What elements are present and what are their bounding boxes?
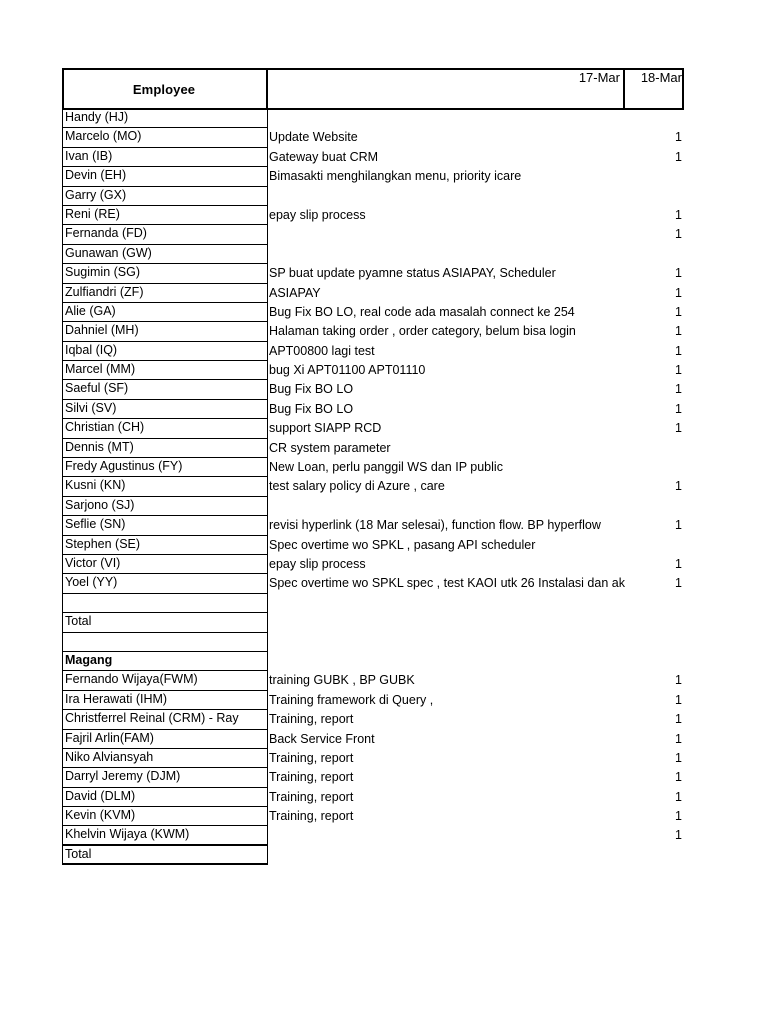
employee-name-cell[interactable]: Fredy Agustinus (FY) (62, 458, 268, 477)
task-description-cell[interactable]: epay slip process (269, 556, 366, 571)
task-description-cell[interactable]: Training, report (269, 750, 354, 765)
employee-name-cell[interactable]: Darryl Jeremy (DJM) (62, 768, 268, 787)
date-value-cell[interactable]: 1 (675, 556, 682, 571)
date-value-cell[interactable]: 1 (675, 130, 682, 145)
date-value-cell[interactable]: 1 (675, 673, 682, 688)
task-description-cell[interactable]: support SIAPP RCD (269, 421, 382, 436)
date-value-cell[interactable]: 1 (675, 750, 682, 765)
header-column-divider (623, 68, 625, 110)
task-description-cell[interactable]: test salary policy di Azure , care (269, 479, 445, 494)
employee-name-cell[interactable]: Fernando Wijaya(FWM) (62, 671, 268, 690)
task-description-cell[interactable]: New Loan, perlu panggil WS dan IP public (269, 460, 503, 475)
employee-name-cell[interactable]: Christian (CH) (62, 419, 268, 438)
date-value-cell[interactable] (640, 245, 682, 264)
task-description-cell[interactable] (269, 594, 629, 613)
table-row (0, 826, 768, 845)
employee-name-cell[interactable]: Fajril Arlin(FAM) (62, 730, 268, 749)
employee-name-cell[interactable]: Garry (GX) (62, 187, 268, 206)
table-row (0, 497, 768, 516)
table-row (0, 245, 768, 264)
date-header-18-mar: 18-Mar (640, 70, 682, 85)
table-row (0, 439, 768, 458)
task-description-cell[interactable] (269, 497, 629, 516)
employee-name-cell[interactable]: Kusni (KN) (62, 477, 268, 496)
employee-table-body (0, 109, 768, 865)
date-value-cell[interactable] (640, 594, 682, 613)
date-value-cell[interactable]: 1 (675, 518, 682, 533)
task-description-cell[interactable]: Bug Fix BO LO (269, 401, 354, 416)
table-row (0, 167, 768, 186)
date-value-cell[interactable]: 1 (675, 828, 682, 843)
date-value-cell[interactable]: 1 (675, 207, 682, 222)
task-description-cell[interactable]: Gateway buat CRM (269, 149, 379, 164)
date-value-cell[interactable] (640, 536, 682, 555)
task-description-cell[interactable]: Training, report (269, 789, 354, 804)
task-description-cell[interactable]: epay slip process (269, 207, 366, 222)
employee-name-cell[interactable]: Alie (GA) (62, 303, 268, 322)
date-value-cell[interactable] (640, 187, 682, 206)
table-row (0, 477, 768, 496)
employee-name-cell[interactable]: Christferrel Reinal (CRM) - Ray (62, 710, 268, 729)
employee-name-cell[interactable]: Gunawan (GW) (62, 245, 268, 264)
employee-name-cell[interactable]: David (DLM) (62, 788, 268, 807)
table-row (0, 633, 768, 652)
table-row (0, 148, 768, 167)
task-description-cell[interactable]: APT00800 lagi test (269, 343, 375, 358)
table-row (0, 574, 768, 593)
date-value-cell[interactable]: 1 (675, 809, 682, 824)
employee-name-cell[interactable]: Iqbal (IQ) (62, 342, 268, 361)
date-value-cell[interactable]: 1 (675, 479, 682, 494)
task-description-cell[interactable]: Update Website (269, 130, 358, 145)
task-description-cell[interactable]: ASIAPAY (269, 285, 321, 300)
task-description-cell[interactable]: CR system parameter (269, 440, 391, 455)
table-row (0, 691, 768, 710)
employee-name-cell[interactable]: Silvi (SV) (62, 400, 268, 419)
table-row (0, 768, 768, 787)
table-row (0, 749, 768, 768)
table-row (0, 613, 768, 632)
task-description-cell[interactable]: Training framework di Query , (269, 692, 434, 707)
task-description-cell[interactable]: training GUBK , BP GUBK (269, 673, 415, 688)
table-row (0, 187, 768, 206)
date-value-cell[interactable]: 1 (675, 285, 682, 300)
date-header-17-mar: 17-Mar (578, 70, 620, 85)
employee-name-cell[interactable]: Marcelo (MO) (62, 128, 268, 147)
table-row (0, 652, 768, 671)
table-row (0, 594, 768, 613)
table-row (0, 536, 768, 555)
date-value-cell[interactable]: 1 (675, 401, 682, 416)
employee-name-cell[interactable]: Khelvin Wijaya (KWM) (62, 826, 268, 845)
date-value-cell[interactable]: 1 (675, 731, 682, 746)
table-row (0, 128, 768, 147)
employee-name-cell[interactable]: Ira Herawati (IHM) (62, 691, 268, 710)
task-description-cell[interactable]: SP buat update pyamne status ASIAPAY, Scheduler (269, 266, 556, 281)
date-value-cell[interactable]: 1 (675, 149, 682, 164)
employee-name-cell[interactable]: Sugimin (SG) (62, 264, 268, 283)
task-description-cell[interactable] (269, 633, 629, 652)
date-value-cell[interactable]: 1 (675, 382, 682, 397)
date-value-cell[interactable]: 1 (675, 576, 682, 591)
table-row (0, 458, 768, 477)
table-row (0, 322, 768, 341)
table-row (0, 516, 768, 535)
task-description-cell[interactable]: Training, report (269, 809, 354, 824)
date-value-cell[interactable]: 1 (675, 363, 682, 378)
date-value-cell[interactable] (640, 613, 682, 632)
employee-header-cell: Employee (62, 68, 268, 110)
task-description-cell[interactable]: Spec overtime wo SPKL spec , test KAOI utk 26 Instalasi dan ak (269, 576, 625, 591)
task-description-cell[interactable]: Bug Fix BO LO, real code ada masalah connect ke 254 (269, 304, 575, 319)
employee-name-cell[interactable]: Handy (HJ) (62, 109, 268, 128)
employee-name-cell[interactable]: Reni (RE) (62, 206, 268, 225)
task-description-cell[interactable] (269, 846, 629, 865)
task-description-cell[interactable]: Bug Fix BO LO (269, 382, 354, 397)
date-value-cell[interactable]: 1 (675, 343, 682, 358)
date-value-cell[interactable]: 1 (675, 770, 682, 785)
date-value-cell[interactable] (640, 109, 682, 128)
table-row (0, 671, 768, 690)
table-row (0, 419, 768, 438)
employee-name-cell[interactable]: Zulfiandri (ZF) (62, 284, 268, 303)
employee-name-cell[interactable]: Fernanda (FD) (62, 225, 268, 244)
date-value-cell[interactable]: 1 (675, 266, 682, 281)
table-row (0, 225, 768, 244)
date-value-cell[interactable]: 1 (675, 304, 682, 319)
employee-name-cell[interactable]: Marcel (MM) (62, 361, 268, 380)
employee-name-cell[interactable]: Kevin (KVM) (62, 807, 268, 826)
date-value-cell[interactable] (640, 652, 682, 671)
task-description-cell[interactable] (269, 613, 629, 632)
task-description-cell[interactable]: Training, report (269, 770, 354, 785)
date-value-cell[interactable] (640, 439, 682, 458)
task-description-cell[interactable] (269, 187, 629, 206)
table-row (0, 788, 768, 807)
task-description-cell[interactable] (269, 826, 629, 845)
employee-name-cell[interactable] (62, 633, 268, 652)
table-row (0, 807, 768, 826)
table-row (0, 380, 768, 399)
employee-name-cell[interactable]: Devin (EH) (62, 167, 268, 186)
employee-name-cell[interactable]: Niko Alviansyah (62, 749, 268, 768)
employee-name-cell[interactable]: Yoel (YY) (62, 574, 268, 593)
task-description-cell[interactable]: Spec overtime wo SPKL , pasang API scheduler (269, 537, 536, 552)
table-row (0, 555, 768, 574)
table-row (0, 342, 768, 361)
employee-name-cell[interactable]: Victor (VI) (62, 555, 268, 574)
table-row (0, 361, 768, 380)
task-description-cell[interactable] (269, 652, 629, 671)
employee-name-cell[interactable]: Sarjono (SJ) (62, 497, 268, 516)
task-description-cell[interactable] (269, 109, 629, 128)
date-value-cell[interactable]: 1 (675, 789, 682, 804)
employee-name-cell[interactable]: Dahniel (MH) (62, 322, 268, 341)
task-description-cell[interactable]: bug Xi APT01100 APT01110 (269, 363, 426, 378)
date-value-cell[interactable] (640, 167, 682, 186)
employee-name-cell[interactable]: Total (62, 846, 268, 865)
employee-name-cell[interactable]: Magang (62, 652, 268, 671)
date-value-cell[interactable]: 1 (675, 324, 682, 339)
employee-name-cell[interactable]: Ivan (IB) (62, 148, 268, 167)
date-value-cell[interactable] (640, 458, 682, 477)
task-description-cell[interactable] (269, 225, 629, 244)
date-value-cell[interactable]: 1 (675, 227, 682, 242)
date-value-cell[interactable] (640, 633, 682, 652)
table-row (0, 303, 768, 322)
table-row (0, 264, 768, 283)
task-description-cell[interactable]: revisi hyperlink (18 Mar selesai), function flow. BP hyperflow (269, 518, 601, 533)
table-row (0, 400, 768, 419)
table-row (0, 710, 768, 729)
table-row (0, 846, 768, 865)
employee-name-cell[interactable]: Stephen (SE) (62, 536, 268, 555)
table-row (0, 730, 768, 749)
task-description-cell[interactable] (269, 245, 629, 264)
table-row (0, 284, 768, 303)
table-row (0, 206, 768, 225)
date-value-cell[interactable] (640, 497, 682, 516)
date-value-cell[interactable] (640, 846, 682, 865)
date-value-cell[interactable]: 1 (675, 692, 682, 707)
employee-name-cell[interactable]: Total (62, 613, 268, 632)
task-description-cell[interactable]: Training, report (269, 712, 354, 727)
table-row (0, 109, 768, 128)
employee-name-cell[interactable]: Dennis (MT) (62, 439, 268, 458)
employee-name-cell[interactable]: Seflie (SN) (62, 516, 268, 535)
task-description-cell[interactable]: Bimasakti menghilangkan menu, priority icare (269, 169, 522, 184)
employee-name-cell[interactable]: Saeful (SF) (62, 380, 268, 399)
employee-name-cell[interactable] (62, 594, 268, 613)
date-value-cell[interactable]: 1 (675, 421, 682, 436)
task-description-cell[interactable]: Back Service Front (269, 731, 375, 746)
date-value-cell[interactable]: 1 (675, 712, 682, 727)
task-description-cell[interactable]: Halaman taking order , order category, belum bisa login (269, 324, 576, 339)
